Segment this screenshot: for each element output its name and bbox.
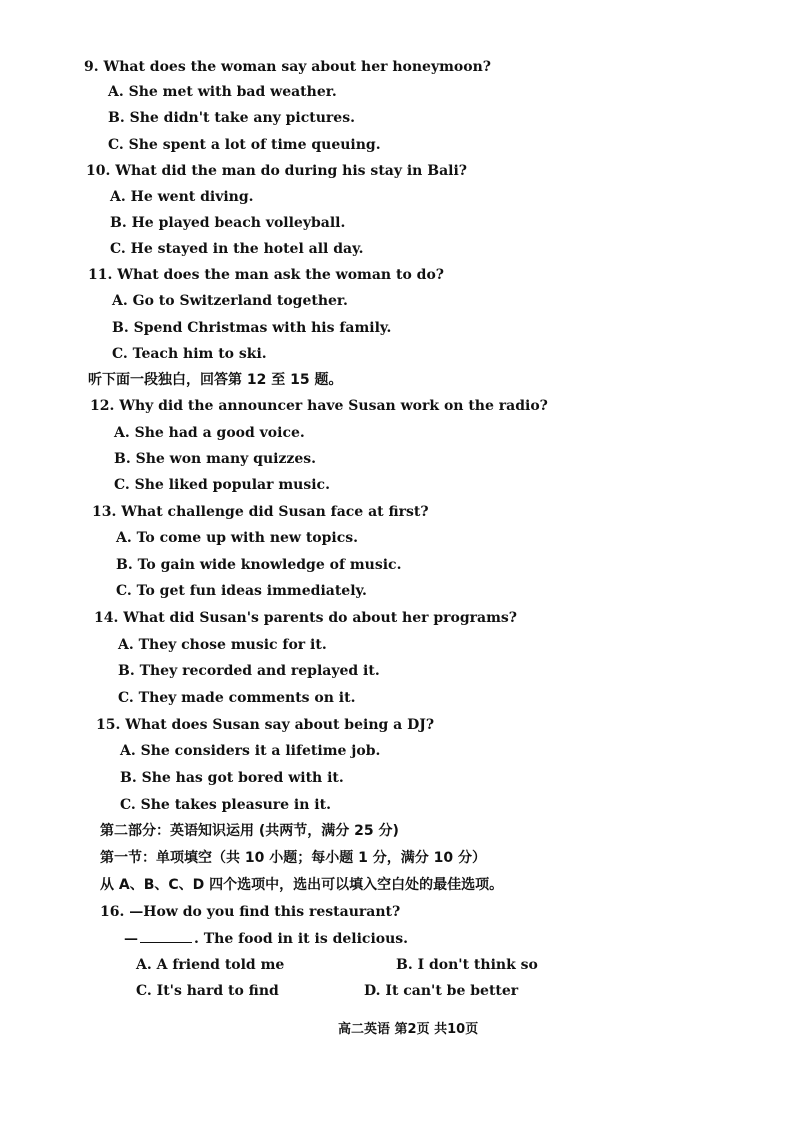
section1-instruction: 从 A、B、C、D 四个选项中，选出可以填入空白处的最佳选项。	[100, 877, 504, 893]
question-16-option-b: B. I don't think so	[396, 957, 538, 973]
question-15-option-b: B. She has got bored with it.	[120, 770, 344, 786]
question-15-option-a: A. She considers it a lifetime job.	[120, 743, 381, 759]
question-10-stem: 10. What did the man do during his stay in Bali?	[86, 163, 467, 179]
question-14-option-a: A. They chose music for it.	[118, 637, 327, 653]
question-9-option-b: B. She didn't take any pictures.	[108, 110, 355, 126]
question-10-option-b: B. He played beach volleyball.	[110, 215, 346, 231]
answer-blank	[140, 930, 192, 943]
question-13-stem: 13. What challenge did Susan face at first?	[92, 504, 429, 520]
question-11-stem: 11. What does the man ask the woman to do?	[88, 267, 444, 283]
question-14-option-b: B. They recorded and replayed it.	[118, 663, 380, 679]
question-14-stem: 14. What did Susan's parents do about her programs?	[94, 610, 518, 626]
question-16-reply	[124, 930, 408, 948]
question-11-option-a: A. Go to Switzerland together.	[112, 293, 348, 309]
question-15-stem: 15. What does Susan say about being a DJ?	[96, 717, 435, 733]
question-16-option-c: C. It's hard to find	[136, 983, 279, 999]
question-13-option-a: A. To come up with new topics.	[116, 530, 359, 546]
question-16-option-d: D. It can't be better	[364, 983, 519, 999]
question-12-option-c: C. She liked popular music.	[114, 477, 330, 493]
question-13-option-b: B. To gain wide knowledge of music.	[116, 557, 402, 573]
section1-heading: 第一节：单项填空（共 10 小题；每小题 1 分，满分 10 分）	[100, 850, 486, 866]
reply-dash: —	[124, 931, 138, 947]
question-14-option-c: C. They made comments on it.	[118, 690, 356, 706]
question-16-stem: 16. —How do you find this restaurant?	[100, 904, 401, 920]
question-12-stem: 12. Why did the announcer have Susan work on the radio?	[90, 398, 548, 414]
question-9-option-c: C. She spent a lot of time queuing.	[108, 137, 381, 153]
question-9-stem: 9. What does the woman say about her honeymoon?	[84, 59, 491, 75]
question-13-option-c: C. To get fun ideas immediately.	[116, 583, 367, 599]
question-11-option-c: C. Teach him to ski.	[112, 346, 267, 362]
reply-text: . The food in it is delicious.	[194, 931, 409, 947]
question-9-option-a: A. She met with bad weather.	[108, 84, 337, 100]
part2-heading: 第二部分：英语知识运用 (共两节，满分 25 分)	[100, 823, 399, 839]
question-16-option-a: A. A friend told me	[136, 957, 285, 973]
page-footer: 高二英语 第2页 共10页	[338, 1022, 479, 1037]
question-10-option-a: A. He went diving.	[110, 189, 254, 205]
question-11-option-b: B. Spend Christmas with his family.	[112, 320, 392, 336]
question-12-option-b: B. She won many quizzes.	[114, 451, 317, 467]
question-15-option-c: C. She takes pleasure in it.	[120, 797, 331, 813]
question-10-option-c: C. He stayed in the hotel all day.	[110, 241, 364, 257]
monologue-instruction: 听下面一段独白，回答第 12 至 15 题。	[88, 372, 343, 388]
question-12-option-a: A. She had a good voice.	[114, 425, 305, 441]
